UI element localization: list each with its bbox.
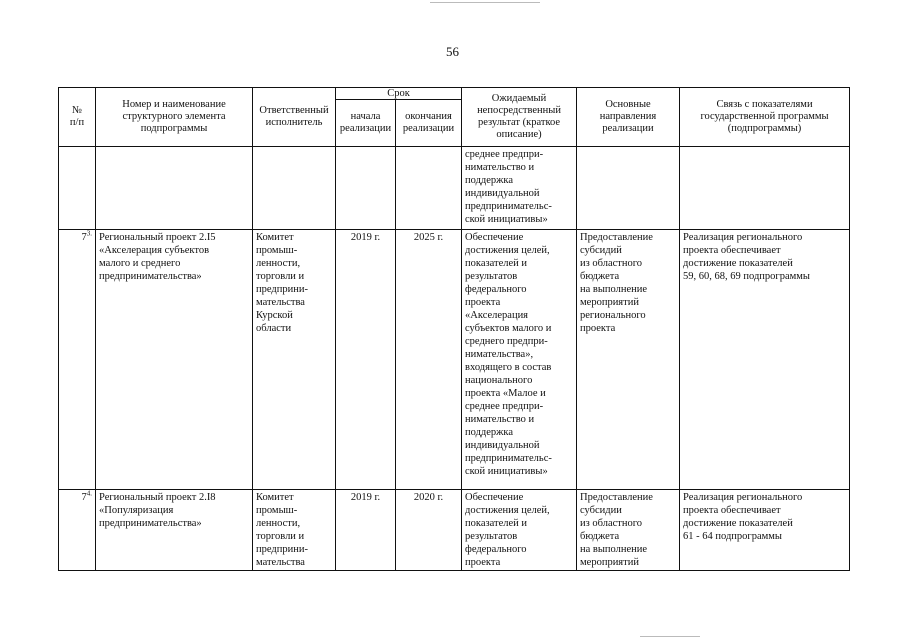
- expected-result-line: результатов: [465, 271, 518, 282]
- indicator-link-line: Реализация регионального: [683, 492, 803, 503]
- element-name: [96, 490, 253, 571]
- expected-result-line: индивидуальной: [465, 188, 540, 199]
- expected-result-line: входящего в состав: [465, 362, 552, 373]
- element-name-line: малого и среднего: [99, 258, 181, 269]
- element-name-line: предпринимательства»: [99, 518, 202, 529]
- header-row-1: [59, 88, 850, 100]
- scan-artifact-bottom: [640, 636, 700, 637]
- element-name-line: «Акселерация субъектов: [99, 245, 210, 256]
- expected-result-line: проекта: [465, 557, 501, 568]
- indicator-link-line: Реализация регионального: [683, 232, 803, 243]
- indicator-link-line: проекта обеспечивает: [683, 245, 781, 256]
- header-num: № п/п: [59, 88, 96, 147]
- executor: [253, 490, 336, 571]
- expected-result-line: федерального: [465, 284, 527, 295]
- executor-line: предприни-: [256, 544, 308, 555]
- expected-result-line: «Акселерация: [465, 310, 529, 321]
- header-name: Номер и наименование структурного элемента подпрограммы: [96, 88, 253, 147]
- directions-line: субсидий: [580, 245, 622, 256]
- directions: [577, 490, 680, 571]
- directions-line: субсидии: [580, 505, 622, 516]
- header-term: Срок: [336, 88, 462, 100]
- executor-line: промыш-: [256, 245, 298, 256]
- term-start: [336, 147, 396, 230]
- executor-line: Курской: [256, 310, 293, 321]
- indicator-link-line: проекта обеспечивает: [683, 505, 781, 516]
- expected-result-line: поддержка: [465, 427, 514, 438]
- expected-result-line: Обеспечение: [465, 232, 524, 243]
- executor-line: предприни-: [256, 284, 308, 295]
- executor-line: ленности,: [256, 518, 301, 529]
- directions-line: Предоставление: [580, 232, 653, 243]
- header-link: Связь с показателями государственной программы (подпрограммы): [680, 88, 850, 147]
- element-name: [96, 147, 253, 230]
- indicator-link: [680, 490, 850, 571]
- expected-result-line: ской инициативы»: [465, 214, 548, 225]
- executor-line: области: [256, 323, 292, 334]
- executor-line: ленности,: [256, 258, 301, 269]
- executor-line: торговли и: [256, 271, 305, 282]
- directions-line: из областного: [580, 518, 643, 529]
- indicator-link-line: достижение показателей: [683, 258, 793, 269]
- expected-result-line: достижения целей,: [465, 505, 550, 516]
- indicator-link: [680, 230, 850, 490]
- indicator-link-line: 61 - 64 подпрограммы: [683, 531, 782, 542]
- directions-line: на выполнение: [580, 544, 648, 555]
- executor: [253, 147, 336, 230]
- row-number-main: 7: [81, 232, 87, 243]
- indicator-link-line: 59, 60, 68, 69 подпрограммы: [683, 271, 810, 282]
- directions-line: из областного: [580, 258, 643, 269]
- element-name-line: Региональный проект 2.I5: [99, 232, 216, 243]
- expected-result-line: нимательство и: [465, 414, 535, 425]
- header-result: Ожидаемый непосредственный результат (краткое описание): [462, 88, 577, 147]
- expected-result-line: нимательство и: [465, 162, 535, 173]
- header-executor: Ответственный исполнитель: [253, 88, 336, 147]
- expected-result: [462, 230, 577, 490]
- directions-line: на выполнение: [580, 284, 648, 295]
- expected-result-line: индивидуальной: [465, 440, 540, 451]
- expected-result-line: нимательства»,: [465, 349, 534, 360]
- term-end: 2020 г.: [396, 490, 462, 571]
- element-name-line: Региональный проект 2.I8: [99, 492, 216, 503]
- directions: [577, 147, 680, 230]
- scan-artifact-top: [430, 2, 540, 3]
- indicator-link-line: достижение показателей: [683, 518, 793, 529]
- expected-result-line: ской инициативы»: [465, 466, 548, 477]
- executor-line: Комитет: [256, 492, 294, 503]
- expected-result-line: предпринимательс-: [465, 201, 552, 212]
- element-name: [96, 230, 253, 490]
- table-row: [59, 230, 850, 490]
- row-number-sup: 3.: [86, 229, 92, 238]
- expected-result: [462, 490, 577, 571]
- element-name-line: «Популяризация: [99, 505, 174, 516]
- directions-line: Предоставление: [580, 492, 653, 503]
- executor-line: Комитет: [256, 232, 294, 243]
- term-start: 2019 г.: [336, 230, 396, 490]
- expected-result-line: проекта «Малое и: [465, 388, 546, 399]
- directions-line: бюджета: [580, 271, 620, 282]
- term-end: 2025 г.: [396, 230, 462, 490]
- expected-result-line: среднее предпри-: [465, 149, 544, 160]
- expected-result: [462, 147, 577, 230]
- expected-result-line: результатов: [465, 531, 518, 542]
- page-number: 56: [446, 44, 459, 59]
- expected-result-line: предпринимательс-: [465, 453, 552, 464]
- executor-line: мательства: [256, 557, 305, 568]
- expected-result-line: федерального: [465, 544, 527, 555]
- row-number-main: 7: [81, 492, 87, 503]
- directions-line: проекта: [580, 323, 616, 334]
- directions-line: бюджета: [580, 531, 620, 542]
- executor-line: торговли и: [256, 531, 305, 542]
- header-term-start: начала реализации: [336, 100, 396, 147]
- row-number-sup: 4.: [86, 489, 92, 498]
- executor-line: промыш-: [256, 505, 298, 516]
- expected-result-line: национального: [465, 375, 533, 386]
- executor: [253, 230, 336, 490]
- element-name-line: предпринимательства»: [99, 271, 202, 282]
- subprogram-table: [58, 87, 850, 571]
- expected-result-line: показателей и: [465, 258, 528, 269]
- executor-line: мательства: [256, 297, 305, 308]
- term-end: [396, 147, 462, 230]
- directions: [577, 230, 680, 490]
- table-row: [59, 147, 850, 230]
- expected-result-line: достижения целей,: [465, 245, 550, 256]
- row-number: [59, 490, 96, 571]
- expected-result-line: Обеспечение: [465, 492, 524, 503]
- header-directions: Основные направления реализации: [577, 88, 680, 147]
- expected-result-line: среднее предпри-: [465, 401, 544, 412]
- expected-result-line: поддержка: [465, 175, 514, 186]
- header-term-end: окончания реализации: [396, 100, 462, 147]
- directions-line: мероприятий: [580, 557, 639, 568]
- directions-line: регионального: [580, 310, 646, 321]
- expected-result-line: показателей и: [465, 518, 528, 529]
- expected-result-line: субъектов малого и: [465, 323, 552, 334]
- directions-line: мероприятий: [580, 297, 639, 308]
- row-number: [59, 230, 96, 490]
- expected-result-line: проекта: [465, 297, 501, 308]
- table-row: [59, 490, 850, 571]
- indicator-link: [680, 147, 850, 230]
- term-start: 2019 г.: [336, 490, 396, 571]
- row-number: [59, 147, 96, 230]
- expected-result-line: среднего предпри-: [465, 336, 548, 347]
